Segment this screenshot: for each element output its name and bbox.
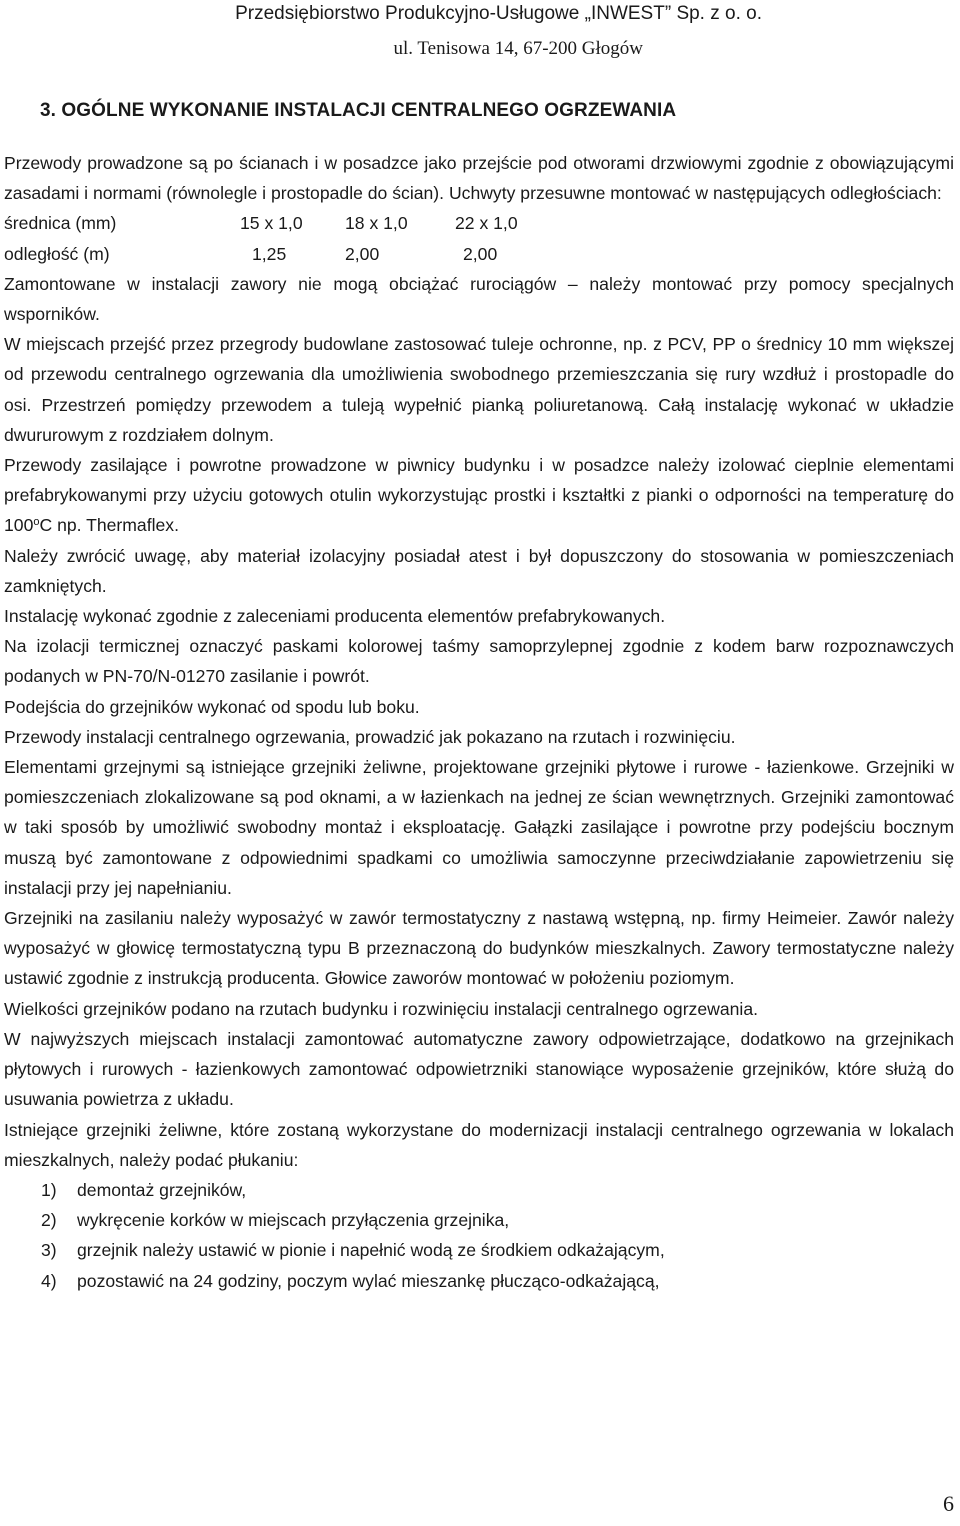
paragraph-insulation — [4, 450, 954, 541]
table-cell: 18 x 1,0 — [345, 213, 408, 234]
table-cell: 2,00 — [345, 243, 380, 264]
list-item — [4, 1266, 954, 1296]
paragraph-sleeves: W miejscach przejść przez przegrody budowlane zastosować tuleje ochronne, np. z PCV, PP o średnicy 10 mm większej od przewodu centralnego ogrzewania dla umożliwienia swobodnego przemieszczania się rury wzdłuż i prostopadle do osi. Przestrzeń pomiędzy przewodem a tuleją wypełnić pianką poliuretanową. Całą instalację wykonać w układzie dwururowym z rozdziałem dolnym. — [4, 334, 954, 445]
list-item — [4, 1205, 954, 1235]
paragraph-marking: Na izolacji termicznej oznaczyć paskami kolorowej taśmy samoprzylepnej zgodnie z kodem barw rozpoznawczych podanych w PN-70/N-01270 zasilanie i powrót. — [4, 636, 954, 687]
header-company-name: Przedsiębiorstwo Produkcyjno-Usługowe „INWEST” Sp. z o. o. — [235, 3, 762, 24]
header-address: ul. Tenisowa 14, 67-200 Głogów — [393, 38, 643, 59]
page-number: 6 — [943, 1491, 954, 1516]
paragraph-thermostatic-valves: Grzejniki na zasilaniu należy wyposażyć w zawór termostatyczny z nastawą wstępną, np. firmy Heimeier. Zawór należy wyposażyć w głowicę termostatyczną typu B przeznaczoną do budynków mieszkalnych. Zawory termostatyczne należy ustawić zgodnie z instrukcją producenta. Głowice zaworów montować w położeniu poziomym. — [4, 908, 954, 989]
list-item-text: wykręcenie korków w miejscach przyłączenia grzejnika, — [77, 1210, 510, 1231]
paragraph-pipe-routing: Przewody prowadzone są po ścianach i w posadzce jako przejście pod otworami drzwiowymi zgodnie z obowiązującymi zasadami i normami (równolegle i prostopadle do ścian). Uchwyty przesuwne montować w następujących odległościach: — [4, 153, 954, 204]
flushing-steps-list — [4, 1175, 954, 1296]
paragraph-radiator-sizes: Wielkości grzejników podano na rzutach budynku i rozwinięciu instalacji centralnego ogrzewania. — [4, 998, 758, 1019]
paragraph-valves: Zamontowane w instalacji zawory nie mogą obciążać rurociągów – należy montować przy pomocy specjalnych wsporników. — [4, 273, 954, 325]
list-item-number: 4) — [41, 1270, 57, 1291]
paragraph-radiators: Elementami grzejnymi są istniejące grzejniki żeliwne, projektowane grzejniki płytowe i rurowe - łazienkowe. Grzejniki w pomieszczeniach zlokalizowane są pod oknami, a w łazienkach na jednej ze ścian wewnętrznych. Grzejniki zamontować w taki sposób by umożliwić swobodny montaż i eksploatację. Gałązki zasilające i powrotne przy podejściu bocznym muszą być zamontowane z odpowiednimi spadkami co umożliwia samoczynne przeciwdziałanie zapowietrzeniu się instalacji przy jej napełnianiu. — [4, 757, 954, 898]
list-item-number: 1) — [41, 1179, 57, 1200]
table-cell: 22 x 1,0 — [455, 213, 518, 234]
list-item-number: 2) — [41, 1210, 57, 1231]
list-item-text: grzejnik należy ustawić w pionie i napełnić wodą ze środkiem odkażającym, — [77, 1240, 665, 1261]
insulation-text: Przewody zasilające i powrotne prowadzone w piwnicy budynku i w posadzce należy izolować cieplnie elementami prefabrykowanymi przy użyciu gotowych otulin wykorzystując prostki i kształtki z pianki o odporności na temperaturę do 100 — [4, 455, 954, 536]
paragraph-connections: Podejścia do grzejników wykonać od spodu lub boku. — [4, 696, 420, 717]
list-item — [4, 1235, 954, 1265]
degree-symbol: o — [33, 516, 40, 529]
document-body — [4, 148, 954, 1296]
table-cell: 1,25 — [252, 243, 287, 264]
paragraph-routing-drawings: Przewody instalacji centralnego ogrzewania, prowadzić jak pokazano na rzutach i rozwinięciu. — [4, 726, 736, 747]
support-spacing-table — [4, 208, 518, 268]
row-label: odległość (m) — [4, 243, 110, 264]
list-item-text: pozostawić na 24 godziny, poczym wylać mieszankę płucząco-odkażającą, — [77, 1270, 660, 1291]
paragraph-certification: Należy zwrócić uwagę, aby materiał izolacyjny posiadał atest i był dopuszczony do stosowania w pomieszczeniach zamkniętych. — [4, 545, 954, 596]
table-cell: 15 x 1,0 — [240, 213, 303, 234]
paragraph-venting: W najwyższych miejscach instalacji zamontować automatyczne zawory odpowietrzające, dodatkowo na grzejnikach płytowych i rurowych - łazienkowych zamontować odpowietrzniki stanowiące wyposażenie grzejników, które służą do usuwania powietrza z układu. — [4, 1028, 954, 1110]
list-item — [4, 1175, 954, 1205]
paragraph-manufacturer: Instalację wykonać zgodnie z zaleceniami producenta elementów prefabrykowanych. — [4, 606, 666, 627]
section-title: 3. OGÓLNE WYKONANIE INSTALACJI CENTRALNEGO OGRZEWANIA — [40, 100, 677, 121]
table-cell: 2,00 — [463, 243, 498, 264]
table-row — [4, 239, 518, 269]
table-row — [4, 208, 518, 238]
list-item-text: demontaż grzejników, — [77, 1179, 247, 1200]
insulation-text-end: C np. Thermaflex. — [39, 515, 179, 536]
row-label: średnica (mm) — [4, 213, 117, 234]
list-item-number: 3) — [41, 1240, 57, 1261]
paragraph-flushing: Istniejące grzejniki żeliwne, które zostaną wykorzystane do modernizacji instalacji centralnego ogrzewania w lokalach mieszkalnych, należy podać płukaniu: — [4, 1119, 954, 1170]
